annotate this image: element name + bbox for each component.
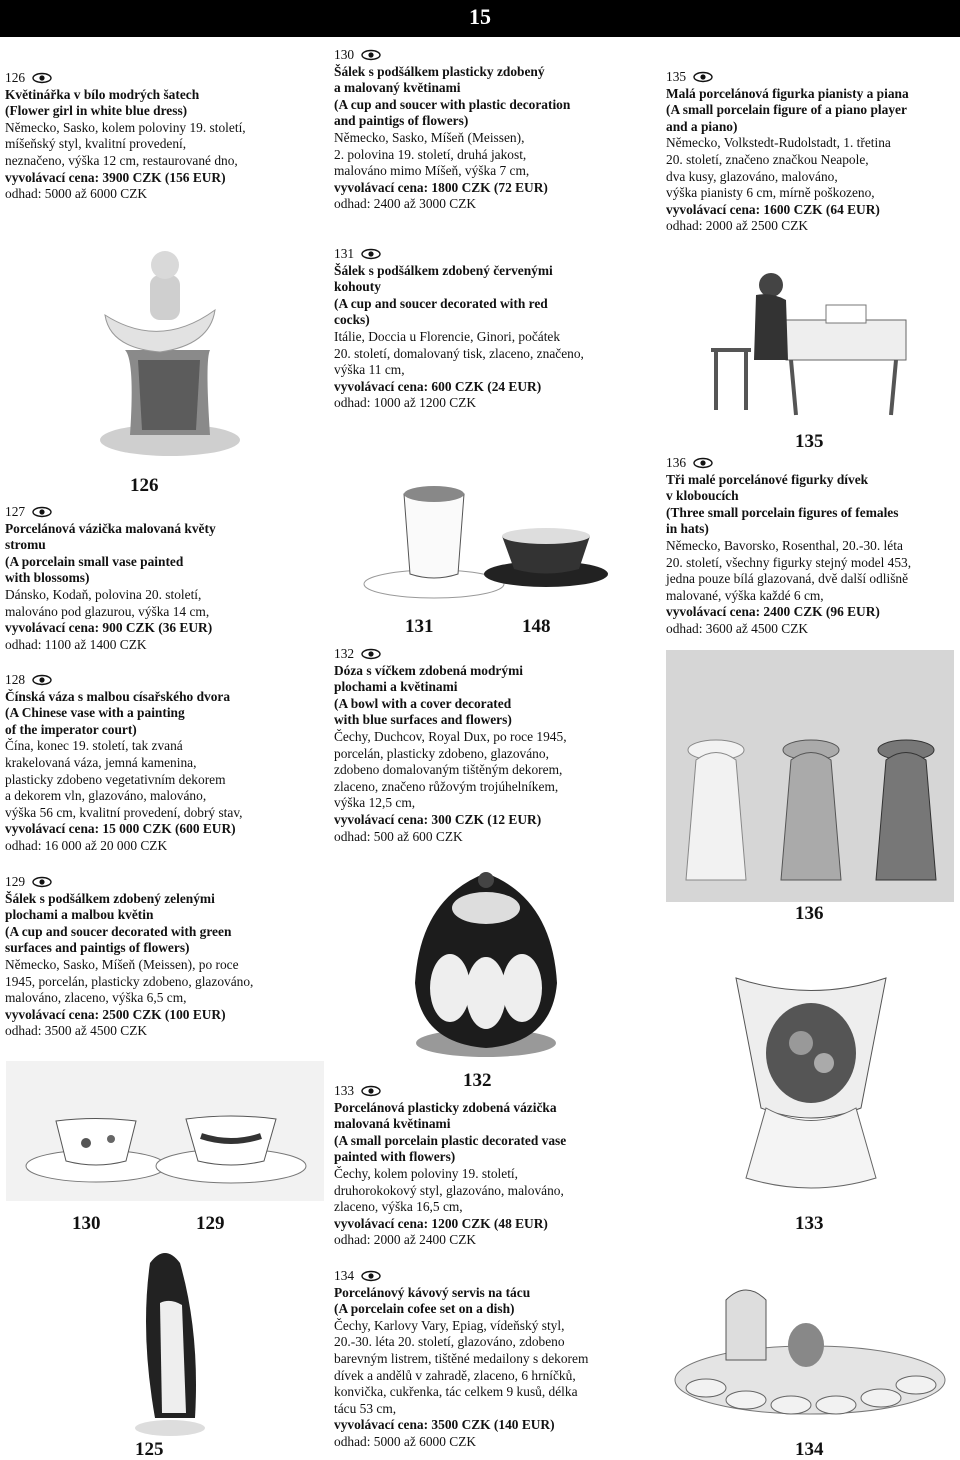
lot-detail-line: Čechy, Duchcov, Royal Dux, po roce 1945, (334, 728, 567, 744)
lot-heading-line: (A cup and soucer with plastic decoration (334, 96, 571, 112)
lot-heading-line: and paintigs of flowers) (334, 113, 469, 129)
lot-heading-line: of the imperator court) (5, 721, 137, 737)
lot-heading-line: with blossoms) (5, 570, 90, 586)
lot-detail-line: odhad: 2000 až 2400 CZK (334, 1232, 477, 1248)
lot-detail-line: 20. století, domalovaný tisk, zlaceno, značeno, (334, 345, 584, 361)
lot-detail-line: konvička, cukřenka, tác celkem 9 kusů, délka (334, 1384, 578, 1400)
lot-135-text (666, 69, 909, 235)
lot-heading-line: (A Chinese vase with a painting (5, 705, 185, 721)
lot-detail-line: krakelovaná váza, jemná kamenina, (5, 754, 197, 770)
lot-number: 126 (5, 70, 26, 85)
lot-heading-line: vyvolávací cena: 3500 CZK (140 EUR) (334, 1417, 555, 1433)
caption-130: 130 (72, 1213, 101, 1234)
lot-heading-line: vyvolávací cena: 900 CZK (36 EUR) (5, 620, 213, 636)
lot-heading-line: and a piano) (666, 118, 738, 134)
lot-126-text (5, 70, 246, 203)
caption-125: 125 (135, 1439, 164, 1460)
lot-number-line (334, 246, 584, 263)
lot-heading-line: plochami a květinami (334, 679, 458, 695)
page-header-bar (0, 0, 960, 37)
lot-heading-line: vyvolávací cena: 1800 CZK (72 EUR) (334, 179, 548, 195)
lot-heading-line: Květinářka v bílo modrých šatech (5, 86, 200, 102)
lot-number: 128 (5, 672, 26, 687)
lot-number-line (5, 70, 246, 87)
eye-icon (31, 876, 53, 888)
lot-heading-line: Šálek s podšálkem plasticky zdobený (334, 63, 545, 79)
lot-detail-line: výška pianisty 6 cm, mírně poškozeno, (666, 185, 875, 201)
photo-penguin (110, 1243, 220, 1440)
lot-heading-line: (Three small porcelain figures of females (666, 504, 899, 520)
lot-number: 136 (666, 455, 687, 470)
photo-flower-girl (10, 240, 320, 466)
lot-detail-line: Německo, Sasko, Míšeň (Meissen), (334, 129, 525, 145)
lot-heading-line: vyvolávací cena: 1600 CZK (64 EUR) (666, 201, 880, 217)
lot-heading-line: Dóza s víčkem zdobená modrými (334, 662, 523, 678)
lot-heading-line: Malá porcelánová figurka pianisty a piana (666, 85, 909, 101)
lot-heading-line: vyvolávací cena: 300 CZK (12 EUR) (334, 811, 542, 827)
caption-136: 136 (795, 903, 824, 924)
lot-detail-line: odhad: 1000 až 1200 CZK (334, 395, 477, 411)
lot-heading-line: (A porcelain cofee set on a dish) (334, 1301, 515, 1317)
lot-detail-line: míšeňský styl, kvalitní provedení, (5, 136, 187, 152)
lot-detail-line: jedna pouze bílá glazovaná, dvě další odlišně (666, 571, 909, 587)
lot-heading-line: (Flower girl in white blue dress) (5, 103, 188, 119)
lot-detail-line: malované, výška každé 6 cm, (666, 587, 824, 603)
lot-heading-line: painted with flowers) (334, 1149, 456, 1165)
lot-number-line (334, 646, 567, 663)
lot-heading-line: in hats) (666, 521, 709, 537)
eye-icon (360, 49, 382, 61)
lot-heading-line: vyvolávací cena: 600 CZK (24 EUR) (334, 378, 542, 394)
lot-number-line (334, 1083, 566, 1100)
lot-detail-line: neznačeno, výška 12 cm, restaurované dno, (5, 152, 238, 168)
lot-detail-line: Dánsko, Kodaň, polovina 20. století, (5, 586, 202, 602)
lot-detail-line: 2. polovina 19. století, druhá jakost, (334, 146, 527, 162)
lot-detail-line: výška 11 cm, (334, 362, 405, 378)
lot-detail-line: zdobeno domalovaným tištěným dekorem, (334, 762, 563, 778)
lot-detail-line: malováno, zlaceno, výška 6,5 cm, (5, 990, 187, 1006)
lot-heading-line: cocks) (334, 312, 370, 328)
lot-heading-line: vyvolávací cena: 15 000 CZK (600 EUR) (5, 821, 236, 837)
lot-132-text (334, 646, 567, 845)
lot-heading-line: vyvolávací cena: 2500 CZK (100 EUR) (5, 1006, 226, 1022)
lot-detail-line: Čechy, Karlovy Vary, Epiag, vídeňský styl, (334, 1317, 565, 1333)
caption-132: 132 (463, 1070, 492, 1091)
lot-heading-line: Porcelánová vázička malovaná květy (5, 520, 216, 536)
lot-number-line (5, 504, 216, 521)
lot-detail-line: odhad: 1100 až 1400 CZK (5, 636, 147, 652)
eye-icon (31, 72, 53, 84)
lot-heading-line: (A small porcelain plastic decorated vase (334, 1132, 567, 1148)
photo-vase-133 (706, 958, 916, 1208)
lot-130-text (334, 47, 570, 213)
lot-detail-line: odhad: 2400 až 3000 CZK (334, 196, 477, 212)
lot-number: 133 (334, 1083, 355, 1098)
eye-icon (31, 506, 53, 518)
lot-heading-line: a malovaný květinami (334, 80, 461, 96)
lot-detail-line: Čechy, kolem poloviny 19. století, (334, 1165, 518, 1181)
lot-detail-line: a dekorem vln, glazováno, malováno, (5, 788, 207, 804)
lot-detail-line: barevným listrem, tištěné medailony s dekorem (334, 1350, 589, 1366)
lot-detail-line: odhad: 3500 až 4500 CZK (5, 1023, 148, 1039)
caption-129: 129 (196, 1213, 225, 1234)
lot-detail-line: 1945, porcelán, plasticky zdobeno, glazováno, (5, 973, 254, 989)
lot-heading-line: stromu (5, 537, 46, 553)
lot-detail-line: odhad: 16 000 až 20 000 CZK (5, 837, 168, 853)
eye-icon (360, 1270, 382, 1282)
eye-icon (360, 248, 382, 260)
lot-heading-line: Porcelánová plasticky zdobená vázička (334, 1099, 557, 1115)
lot-detail-line: odhad: 2000 až 2500 CZK (666, 218, 809, 234)
lot-detail-line: 20. století, všechny figurky stejný model 453, (666, 554, 912, 570)
lot-detail-line: 20.-30. léta 20. století, glazováno, zdobeno (334, 1334, 565, 1350)
lot-heading-line: with blue surfaces and flowers) (334, 712, 512, 728)
lot-heading-line: vyvolávací cena: 2400 CZK (96 EUR) (666, 604, 880, 620)
lot-detail-line: Německo, Bavorsko, Rosenthal, 20.-30. léta (666, 537, 903, 553)
lot-heading-line: (A porcelain small vase painted (5, 553, 184, 569)
lot-number: 131 (334, 246, 355, 261)
lot-heading-line: v kloboucích (666, 488, 739, 504)
caption-131: 131 (405, 616, 434, 637)
lot-136-text (666, 455, 911, 638)
lot-detail-line: Čína, konec 19. století, tak zvaná (5, 738, 183, 754)
lot-number: 135 (666, 69, 687, 84)
photo-cups-131-148 (334, 434, 648, 610)
lot-heading-line: Tři malé porcelánové figurky dívek (666, 471, 869, 487)
lot-detail-line: tácu 53 cm, (334, 1400, 397, 1416)
lot-detail-line: zlaceno, značeno růžovým trojúhelníkem, (334, 778, 559, 794)
caption-135: 135 (795, 431, 824, 452)
lot-heading-line: Šálek s podšálkem zdobený zelenými (5, 890, 215, 906)
eye-icon (692, 71, 714, 83)
lot-number: 127 (5, 504, 26, 519)
lot-heading-line: (A cup and soucer decorated with green (5, 923, 232, 939)
lot-detail-line: odhad: 500 až 600 CZK (334, 828, 463, 844)
lot-number: 134 (334, 1268, 355, 1283)
lot-127-text (5, 504, 216, 653)
lot-134-text (334, 1268, 588, 1451)
lot-128-text (5, 672, 243, 855)
photo-coffee-set (666, 1260, 954, 1430)
lot-heading-line: vyvolávací cena: 1200 CZK (48 EUR) (334, 1215, 548, 1231)
caption-133: 133 (795, 1213, 824, 1234)
lot-heading-line: (A small porcelain figure of a piano player (666, 102, 907, 118)
lot-detail-line: výška 12,5 cm, (334, 795, 416, 811)
lot-heading-line: (A cup and soucer decorated with red (334, 295, 548, 311)
photo-three-figures (666, 650, 954, 902)
lot-number-line (666, 69, 909, 86)
lot-detail-line: Německo, Sasko, Míšeň (Meissen), po roce (5, 956, 239, 972)
lot-heading-line: malovaná květinami (334, 1116, 451, 1132)
lot-heading-line: vyvolávací cena: 3900 CZK (156 EUR) (5, 169, 226, 185)
lot-heading-line: Porcelánový kávový servis na tácu (334, 1284, 531, 1300)
lot-heading-line: Šálek s podšálkem zdobený červenými (334, 262, 553, 278)
page-number: 15 (469, 4, 491, 29)
lot-number: 130 (334, 47, 355, 62)
eye-icon (360, 648, 382, 660)
photo-cups-130-129 (6, 1061, 324, 1201)
lot-heading-line: Čínská váza s malbou císařského dvora (5, 688, 231, 704)
lot-detail-line: malováno pod glazurou, výška 14 cm, (5, 603, 210, 619)
lot-heading-line: plochami a malbou květin (5, 907, 154, 923)
lot-131-text (334, 246, 584, 412)
lot-detail-line: Německo, Volkstedt-Rudolstadt, 1. třetina (666, 135, 891, 151)
lot-detail-line: odhad: 5000 až 6000 CZK (334, 1433, 477, 1449)
lot-detail-line: porcelán, plasticky zdobeno, glazováno, (334, 745, 549, 761)
caption-126: 126 (130, 475, 159, 496)
lot-detail-line: výška 56 cm, kvalitní provedení, dobrý stav, (5, 804, 243, 820)
caption-148: 148 (522, 616, 551, 637)
lot-detail-line: Německo, Sasko, kolem poloviny 19. století, (5, 119, 246, 135)
lot-detail-line: odhad: 3600 až 4500 CZK (666, 620, 809, 636)
photo-pianist (676, 250, 952, 430)
lot-detail-line: dívek a andělů v zahradě, zlaceno, 6 hrníčků, (334, 1367, 576, 1383)
lot-detail-line: dva kusy, glazováno, malováno, (666, 168, 838, 184)
lot-number-line (334, 1268, 588, 1285)
eye-icon (360, 1085, 382, 1097)
lot-133-text (334, 1083, 566, 1249)
lot-detail-line: Itálie, Doccia u Florencie, Ginori, počátek (334, 328, 561, 344)
caption-134: 134 (795, 1439, 824, 1460)
lot-detail-line: plasticky zdobeno vegetativním dekorem (5, 771, 226, 787)
lot-detail-line: druhorokokový styl, glazováno, malováno, (334, 1182, 564, 1198)
lot-129-text (5, 874, 253, 1040)
lot-detail-line: zlaceno, výška 16,5 cm, (334, 1199, 463, 1215)
lot-detail-line: 20. století, značeno značkou Neapole, (666, 151, 869, 167)
lot-detail-line: odhad: 5000 až 6000 CZK (5, 186, 148, 202)
lot-heading-line: surfaces and paintigs of flowers) (5, 940, 190, 956)
lot-number: 129 (5, 874, 26, 889)
eye-icon (692, 457, 714, 469)
lot-heading-line: kohouty (334, 279, 381, 295)
lot-number-line (334, 47, 570, 64)
lot-number-line (5, 874, 253, 891)
lot-number: 132 (334, 646, 355, 661)
eye-icon (31, 674, 53, 686)
photo-covered-bowl (380, 858, 592, 1065)
lot-heading-line: (A bowl with a cover decorated (334, 695, 512, 711)
lot-number-line (5, 672, 243, 689)
lot-detail-line: malováno mimo Míšeň, výška 7 cm, (334, 163, 530, 179)
lot-number-line (666, 455, 911, 472)
